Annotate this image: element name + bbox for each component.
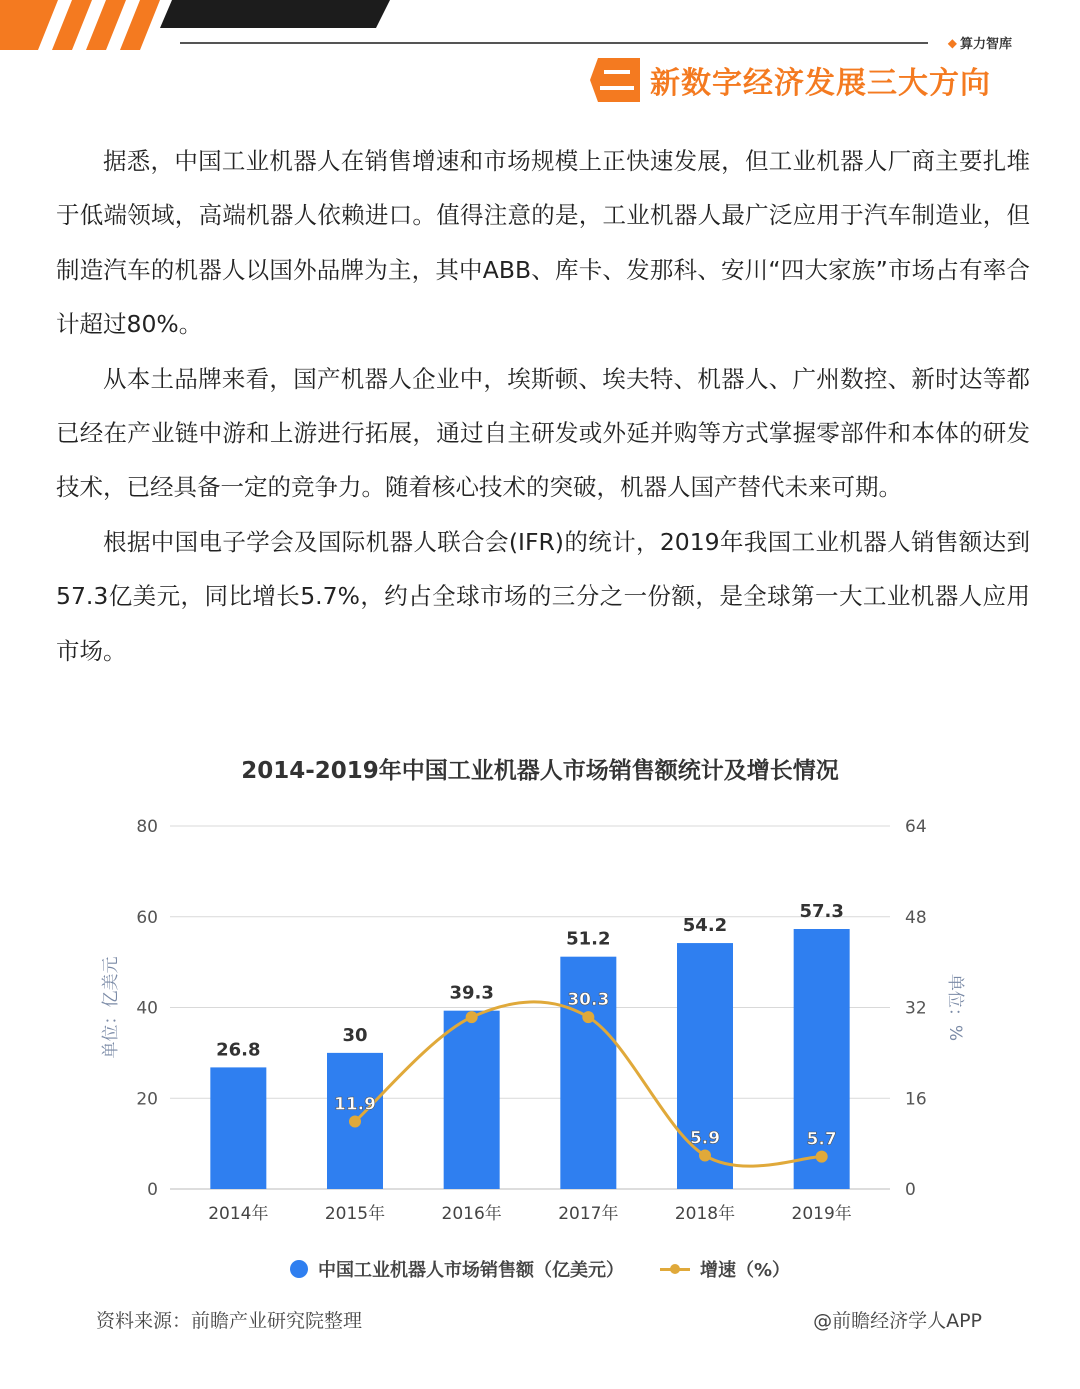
y2-tick-label: 32 (905, 998, 927, 1019)
legend-label-sales: 中国工业机器人市场销售额（亿美元） (317, 1260, 624, 1281)
section-title: 新数字经济发展三大方向 (650, 66, 991, 101)
paragraph-1: 据悉，中国工业机器人在销售增速和市场规模上正快速发展，但工业机器人厂商主要扎堆于低端领域，高端机器人依赖进口。值得注意的是，工业机器人最广泛应用于汽车制造业，但制造汽车的机器人以国外品牌为主，其中ABB、库卡、发那科、安川“四大家族”市场占有率合计超过80%。 (56, 147, 1030, 339)
x-tick-label: 2017年 (558, 1204, 619, 1224)
y2-tick-label: 16 (905, 1089, 927, 1110)
y2-tick-label: 64 (905, 817, 927, 837)
y-axis-title: 单位：亿美元 (101, 956, 121, 1059)
growth-value-label: 11.9 (334, 1094, 376, 1115)
sales-chart (0, 740, 1080, 1240)
chart-legend (0, 1256, 1080, 1282)
growth-point (349, 1116, 361, 1128)
x-tick-label: 2018年 (674, 1204, 736, 1224)
growth-point (816, 1151, 828, 1163)
bar-value-label: 54.2 (682, 915, 728, 937)
legend-bar-swatch (290, 1260, 308, 1278)
brand-logo (948, 33, 1012, 52)
bar (444, 1011, 500, 1189)
bar-value-label: 51.2 (566, 928, 611, 950)
y-tick-label: 60 (136, 907, 158, 928)
y-tick-label: 20 (136, 1089, 158, 1110)
section-heading (590, 58, 991, 102)
x-tick-label: 2015年 (324, 1204, 386, 1224)
bar-value-label: 57.3 (799, 901, 844, 923)
brand-name: 算力智库 (959, 37, 1012, 52)
growth-point (466, 1011, 478, 1023)
bar-value-label: 39.3 (449, 982, 494, 1004)
growth-point (699, 1150, 711, 1162)
paragraph-3: 根据中国电子学会及国际机器人联合会(IFR)的统计，2019年我国工业机器人销售额达到57.3亿美元，同比增长5.7%，约占全球市场的三分之一份额，是全球第一大工业机器人应用市场。 (56, 527, 1030, 665)
y2-tick-label: 0 (905, 1180, 916, 1200)
legend-line-swatch (660, 1268, 690, 1271)
y-tick-label: 40 (136, 998, 158, 1019)
brand-mark-icon: ◆ (947, 35, 957, 50)
x-tick-label: 2014年 (208, 1204, 269, 1224)
legend-item-sales (290, 1256, 624, 1282)
credit-note: @前瞻经济学人APP (813, 1310, 982, 1332)
y-tick-label: 80 (136, 817, 158, 837)
article-body (56, 134, 1030, 678)
legend-label-growth: 增速（%） (699, 1260, 791, 1281)
growth-value-label: 30.3 (567, 990, 610, 1011)
legend-item-growth (660, 1256, 790, 1282)
section-number-badge (590, 58, 640, 102)
growth-point (582, 1011, 594, 1023)
source-note: 资料来源：前瞻产业研究院整理 (96, 1310, 363, 1332)
bar (210, 1067, 266, 1189)
growth-value-label: 5.9 (689, 1128, 721, 1149)
bar-value-label: 26.8 (216, 1039, 261, 1061)
paragraph-2: 从本土品牌来看，国产机器人企业中，埃斯顿、埃夫特、机器人、广州数控、新时达等都已经在产业链中游和上游进行拓展，通过自主研发或外延并购等方式掌握零部件和本体的研发技术，已经具备一定的竞争力。随着核心技术的突破，机器人国产替代未来可期。 (56, 364, 1030, 502)
bar-value-label: 30 (342, 1024, 368, 1046)
y2-tick-label: 48 (905, 907, 927, 928)
header-divider (180, 42, 928, 44)
growth-value-label: 5.7 (806, 1129, 837, 1150)
y-tick-label: 0 (147, 1180, 158, 1200)
bar (794, 929, 850, 1189)
x-tick-label: 2016年 (441, 1204, 502, 1224)
chart-title: 2014-2019年中国工业机器人市场销售额统计及增长情况 (241, 758, 839, 784)
x-tick-label: 2019年 (791, 1204, 852, 1224)
y2-axis-title: 单位：% (945, 973, 965, 1042)
